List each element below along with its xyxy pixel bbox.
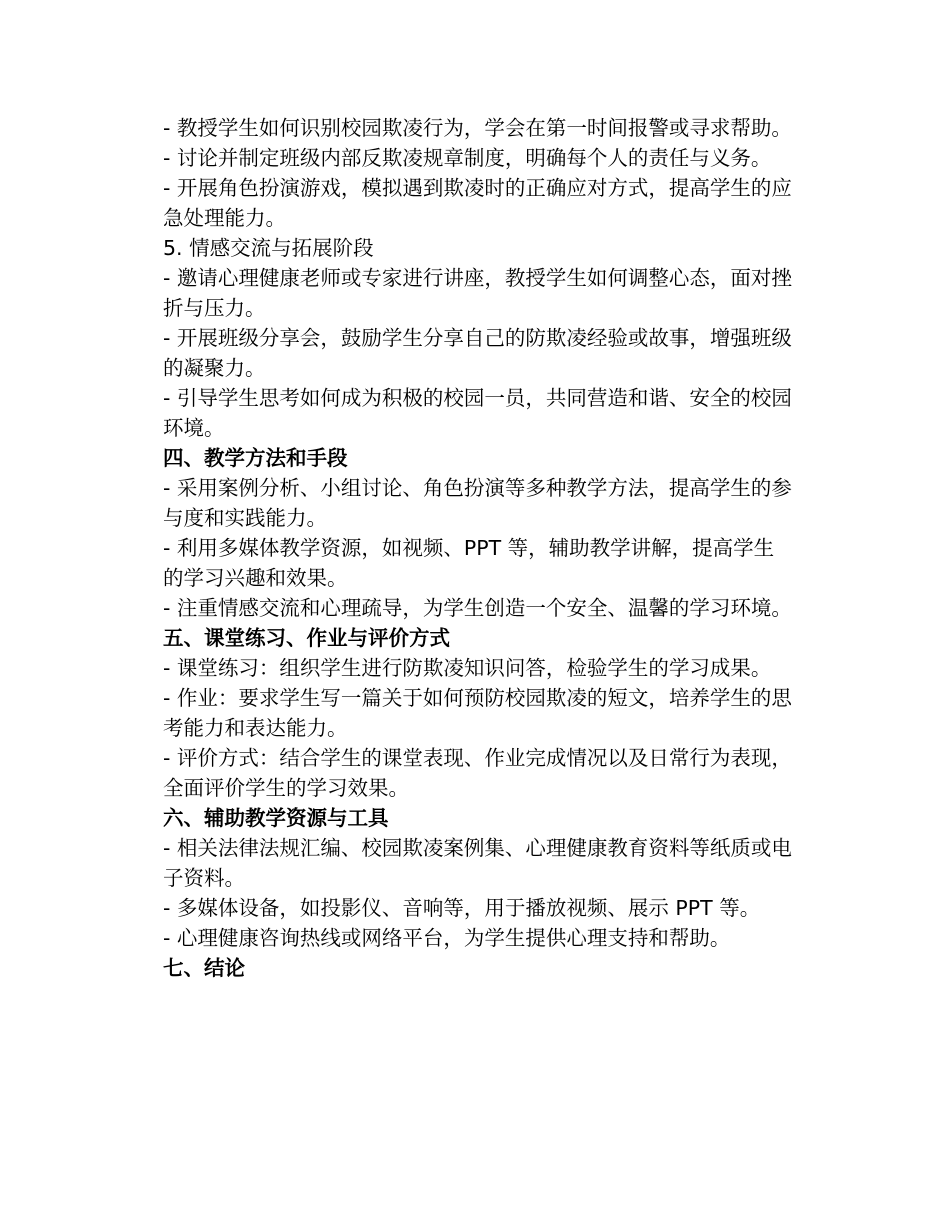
paragraph-multimedia: - 利用多媒体教学资源，如视频、PPT 等，辅助教学讲解，提高学生的学习兴趣和效果。 [163, 536, 775, 590]
paragraph-stage-5: 5. 情感交流与拓展阶段 [163, 236, 374, 260]
section-heading-practice: 五、课堂练习、作业与评价方式 [163, 626, 450, 650]
paragraph-identify-bullying: - 教授学生如何识别校园欺凌行为，学会在第一时间报警或寻求帮助。 [163, 116, 792, 140]
paragraph-hotline: - 心理健康咨询热线或网络平台，为学生提供心理支持和帮助。 [163, 926, 731, 950]
paragraph-class-rules: - 讨论并制定班级内部反欺凌规章制度，明确每个人的责任与义务。 [163, 146, 772, 170]
paragraph-equipment: - 多媒体设备，如投影仪、音响等，用于播放视频、展示 PPT 等。 [163, 896, 761, 920]
paragraph-case-analysis: - 采用案例分析、小组讨论、角色扮演等多种教学方法，提高学生的参与度和实践能力。 [163, 476, 792, 530]
section-heading-conclusion: 七、结论 [163, 956, 245, 980]
paragraph-lecture: - 邀请心理健康老师或专家进行讲座，教授学生如何调整心态，面对挫折与压力。 [163, 266, 792, 320]
paragraph-emotional: - 注重情感交流和心理疏导，为学生创造一个安全、温馨的学习环境。 [163, 596, 792, 620]
paragraph-evaluation: - 评价方式：结合学生的课堂表现、作业完成情况以及日常行为表现，全面评价学生的学习效果。 [163, 746, 792, 800]
document-page [163, 113, 793, 983]
paragraph-homework: - 作业：要求学生写一篇关于如何预防校园欺凌的短文，培养学生的思考能力和表达能力。 [163, 686, 792, 740]
paragraph-class-practice: - 课堂练习：组织学生进行防欺凌知识问答，检验学生的学习成果。 [163, 656, 772, 680]
paragraph-role-play: - 开展角色扮演游戏，模拟遇到欺凌时的正确应对方式，提高学生的应急处理能力。 [163, 176, 792, 230]
paragraph-campus-member: - 引导学生思考如何成为积极的校园一员，共同营造和谐、安全的校园环境。 [163, 386, 792, 440]
section-heading-methods: 四、教学方法和手段 [163, 446, 348, 470]
paragraph-legal-materials: - 相关法律法规汇编、校园欺凌案例集、心理健康教育资料等纸质或电子资料。 [163, 836, 792, 890]
section-heading-resources: 六、辅助教学资源与工具 [163, 806, 389, 830]
paragraph-sharing: - 开展班级分享会，鼓励学生分享自己的防欺凌经验或故事，增强班级的凝聚力。 [163, 326, 792, 380]
